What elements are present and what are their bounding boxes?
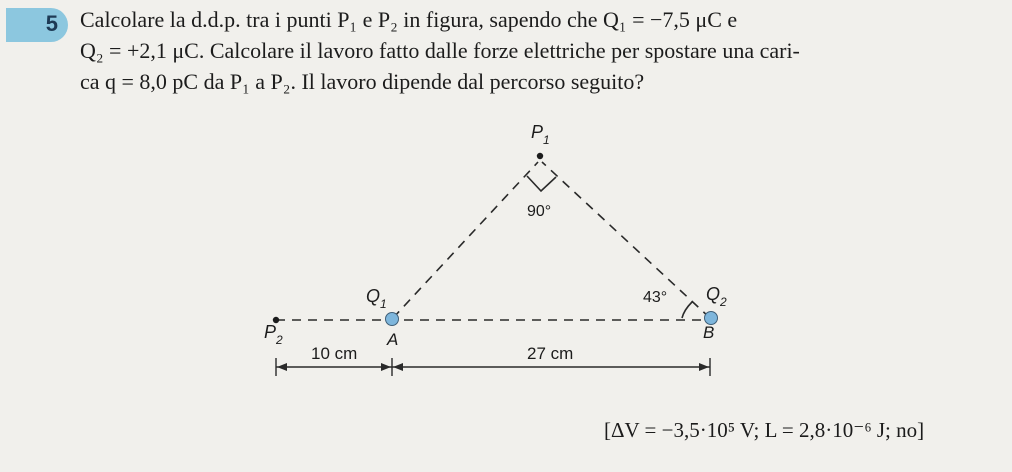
point-p1-dot xyxy=(537,153,543,159)
label-b: B xyxy=(703,323,715,342)
label-angle-90: 90° xyxy=(527,203,552,220)
problem-line-2: Q₂ = +2,1 μC. Calcolare il lavoro fatto dalle forze elettriche per spostare una cari- xyxy=(80,38,800,63)
dim-arrow-b-right xyxy=(699,363,709,371)
answer-solution: [ΔV = −3,5·10⁵ V; L = 2,8·10⁻⁶ J; no] xyxy=(604,418,925,442)
label-p1: $P_1$ xyxy=(531,122,550,147)
problem-line-1: Calcolare la d.d.p. tra i punti P₁ e P₂ in figura, sapendo che Q₁ = −7,5 μC e xyxy=(80,7,738,32)
label-dist-27cm: 27 cm xyxy=(527,344,574,363)
label-dist-10cm: 10 cm xyxy=(311,344,358,363)
label-a: A xyxy=(387,330,399,349)
dim-arrow-a-left xyxy=(393,363,403,371)
dim-arrow-p2-right xyxy=(381,363,391,371)
label-q1: $Q_1$ xyxy=(366,286,387,311)
angle-arc-b xyxy=(682,302,692,318)
line-b-p1 xyxy=(542,162,710,318)
label-p2: $P_2$ xyxy=(264,322,283,347)
label-angle-43: 43° xyxy=(643,289,668,306)
right-angle-marker xyxy=(527,176,556,191)
label-q2: $Q_2$ xyxy=(706,284,727,309)
problem-line-3: ca q = 8,0 pC da P₁ a P₂. Il lavoro dipende dal percorso seguito? xyxy=(80,69,645,94)
problem-number: 5 xyxy=(45,11,58,36)
line-a-p1 xyxy=(393,162,538,318)
dim-arrow-p2-left xyxy=(277,363,287,371)
charge-q1-sphere xyxy=(386,313,399,326)
